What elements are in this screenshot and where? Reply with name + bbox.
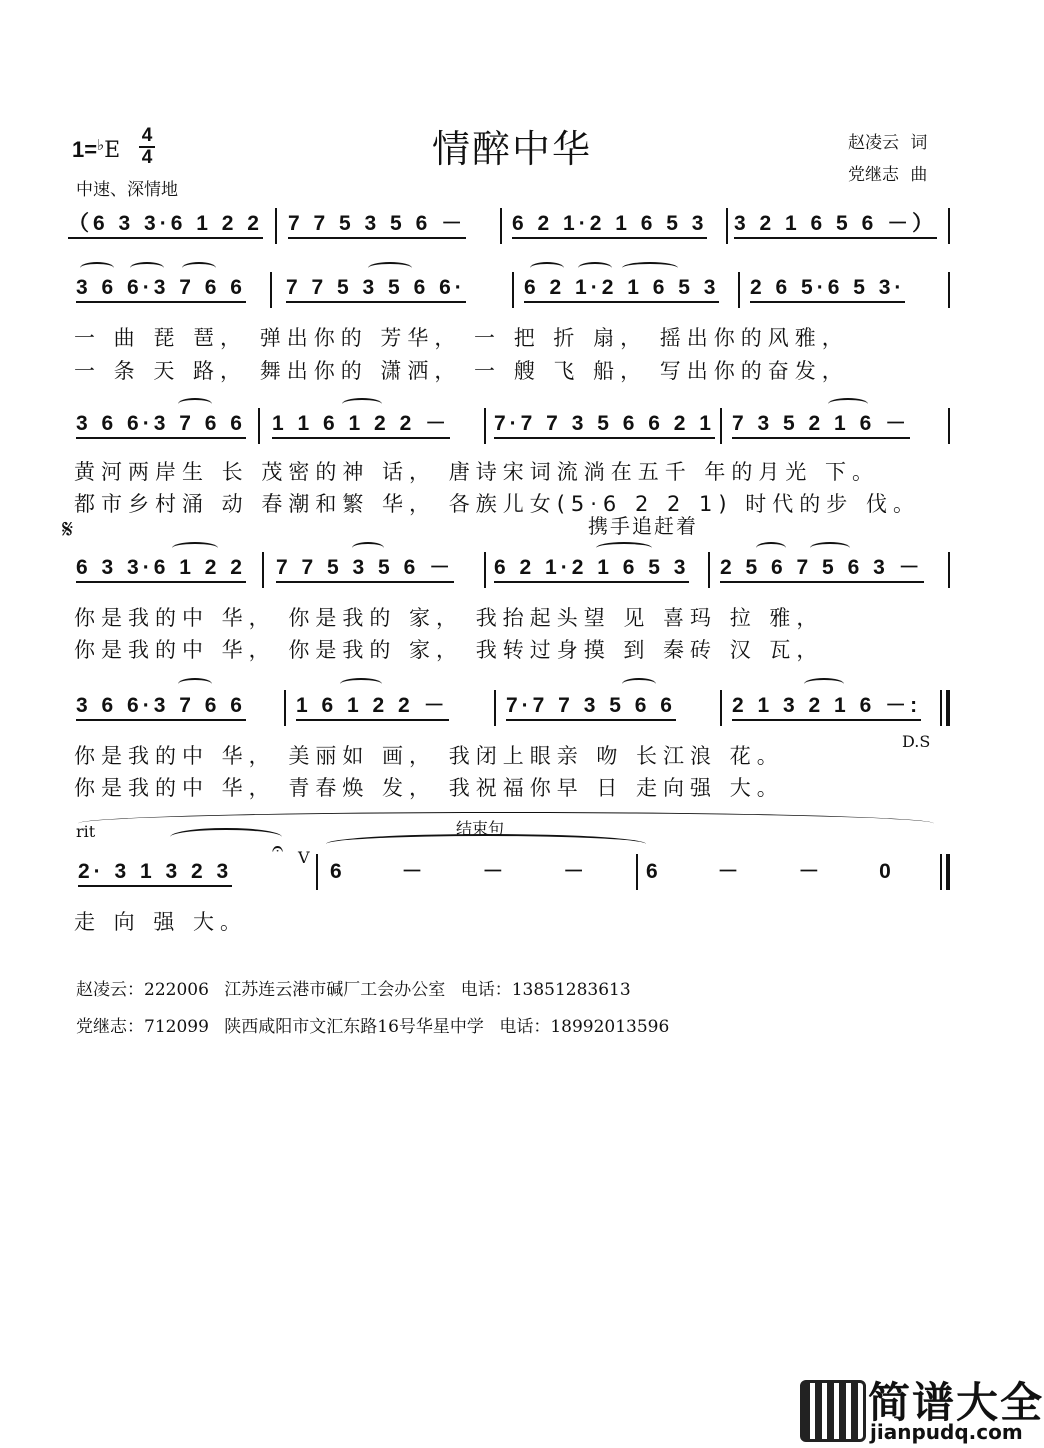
measure: 6 3 3·6 1 2 2: [76, 556, 246, 583]
barline: [948, 272, 950, 308]
slur: [178, 678, 212, 690]
measure: 3 6 6·3 7 6 6: [76, 694, 246, 721]
dal-segno: D.S: [902, 732, 931, 751]
barline: [262, 552, 264, 588]
measure: 6 2 1·2 1 6 5 3: [524, 276, 719, 303]
barline: [258, 408, 260, 444]
barline: [940, 854, 942, 890]
slur: [804, 678, 844, 690]
slur: [578, 262, 612, 274]
measure: 7 7 5 3 5 6 6·: [286, 276, 466, 303]
measure: 2 6 5·6 5 3·: [750, 276, 905, 303]
barline: [512, 272, 514, 308]
slur: [178, 398, 212, 410]
lyric-verse-1: 黄河两岸生 长 茂密的神 话， 唐诗宋词流淌在五千 年的月光 下。: [74, 460, 880, 484]
barline: [484, 408, 486, 444]
barline: [636, 854, 638, 890]
slur: [80, 262, 114, 274]
lyric-verse-2: 都市乡村涌 动 春潮和繁 华， 各族儿女(5·6 2 2 1) 时代的步 伐。: [74, 492, 920, 516]
measure: 2 5 6 7 5 6 3 －: [720, 556, 924, 583]
slur: [368, 262, 412, 274]
measure: （6 3 3·6 1 2 2: [68, 212, 263, 239]
measure: 2· 3 1 3 2 3: [78, 860, 232, 887]
slur: [340, 678, 382, 690]
lyric-verse-2: 一 条 天 路， 舞出你的 潇洒， 一 艘 飞 船， 写出你的奋发，: [74, 359, 849, 383]
composer-credit: 党继志 曲: [848, 165, 928, 185]
barline: [708, 552, 710, 588]
measure: 3 6 6·3 7 6 6: [76, 276, 246, 303]
measure: 3 6 6·3 7 6 6: [76, 412, 246, 439]
contact-lyricist: 赵凌云：222006 江苏连云港市碱厂工会办公室 电话：13851283613: [76, 980, 631, 1000]
alternate-lyric: 携手追赶着: [588, 514, 698, 538]
lyric-verse-2: 你是我的中 华， 青春焕 发， 我祝福你早 日 走向强 大。: [74, 776, 784, 800]
barline: [948, 408, 950, 444]
slur: [756, 542, 786, 554]
measure: 2 1 3 2 1 6 －:: [732, 694, 921, 721]
barline: [726, 208, 728, 244]
measure: 7 7 5 3 5 6 －: [276, 556, 454, 583]
repeat-end-barline: [946, 690, 950, 726]
slur: [810, 542, 850, 554]
key-signature: 1=♭E: [72, 137, 121, 163]
contact-composer: 党继志：712099 陕西咸阳市文汇东路16号华星中学 电话：18992013596: [76, 1017, 670, 1037]
slur: [352, 542, 384, 554]
lyric-verse-1: 你是我的中 华， 你是我的 家， 我抬起头望 见 喜玛 拉 雅，: [74, 606, 824, 630]
breath-mark: V: [298, 848, 310, 867]
slur: [182, 262, 216, 274]
measure: 6 － － －: [330, 860, 589, 883]
segno-sign: 𝄋: [62, 515, 74, 545]
watermark-name: 简谱大全: [868, 1378, 1044, 1427]
time-signature: 4 4: [138, 126, 156, 168]
barline: [738, 272, 740, 308]
fermata-icon: 𝄐: [272, 836, 284, 860]
tie: [326, 834, 646, 854]
slur: [342, 398, 382, 410]
slur: [172, 542, 218, 554]
barline: [720, 408, 722, 444]
lyric-verse-2: 你是我的中 华， 你是我的 家， 我转过身摸 到 秦砖 汉 瓦，: [74, 638, 824, 662]
barline: [500, 208, 502, 244]
barline: [484, 552, 486, 588]
barline: [720, 690, 722, 726]
barline: [494, 690, 496, 726]
measure: 6 2 1·2 1 6 5 3: [512, 212, 707, 239]
lyric-verse-1: 一 曲 琵 琶， 弹出你的 芳华， 一 把 折 扇， 摇出你的风雅，: [74, 326, 849, 350]
lyricist-credit: 赵凌云 词: [848, 133, 928, 153]
barline: [284, 690, 286, 726]
slur: [596, 542, 652, 554]
slur: [170, 828, 282, 846]
lyric-ending: 走 向 强 大。: [74, 910, 248, 934]
measure: 1 6 1 2 2 －: [296, 694, 449, 721]
final-barline: [946, 854, 950, 890]
barline: [316, 854, 318, 890]
slur: [530, 262, 564, 274]
tempo-marking: 中速、深情地: [76, 180, 178, 200]
lyric-verse-1: 你是我的中 华， 美丽如 画， 我闭上眼亲 吻 长江浪 花。: [74, 744, 784, 768]
slur: [622, 678, 656, 690]
slur: [622, 262, 678, 274]
measure: 6 2 1·2 1 6 5 3: [494, 556, 689, 583]
song-title: 情醉中华: [431, 127, 592, 171]
measure: 6 － － 0: [646, 860, 895, 883]
measure: 7·7 7 3 5 6 6: [506, 694, 676, 721]
barline: [948, 208, 950, 244]
barline: [940, 690, 942, 726]
measure: 1 1 6 1 2 2 －: [272, 412, 450, 439]
measure: 7 7 5 3 5 6 －: [288, 212, 466, 239]
slur: [130, 262, 164, 274]
ritardando-marking: rit: [76, 822, 96, 841]
barline: [275, 208, 277, 244]
measure: 3 2 1 6 5 6 －）: [734, 212, 937, 239]
barline: [270, 272, 272, 308]
measure: 7·7 7 3 5 6 6 2 1: [494, 412, 715, 439]
watermark-url: jianpudq.com: [870, 1420, 1023, 1444]
piano-keys-icon: [800, 1380, 866, 1442]
slur: [828, 398, 868, 410]
measure: 7 3 5 2 1 6 －: [732, 412, 910, 439]
barline: [948, 552, 950, 588]
ending-label: 结束句: [456, 819, 505, 838]
